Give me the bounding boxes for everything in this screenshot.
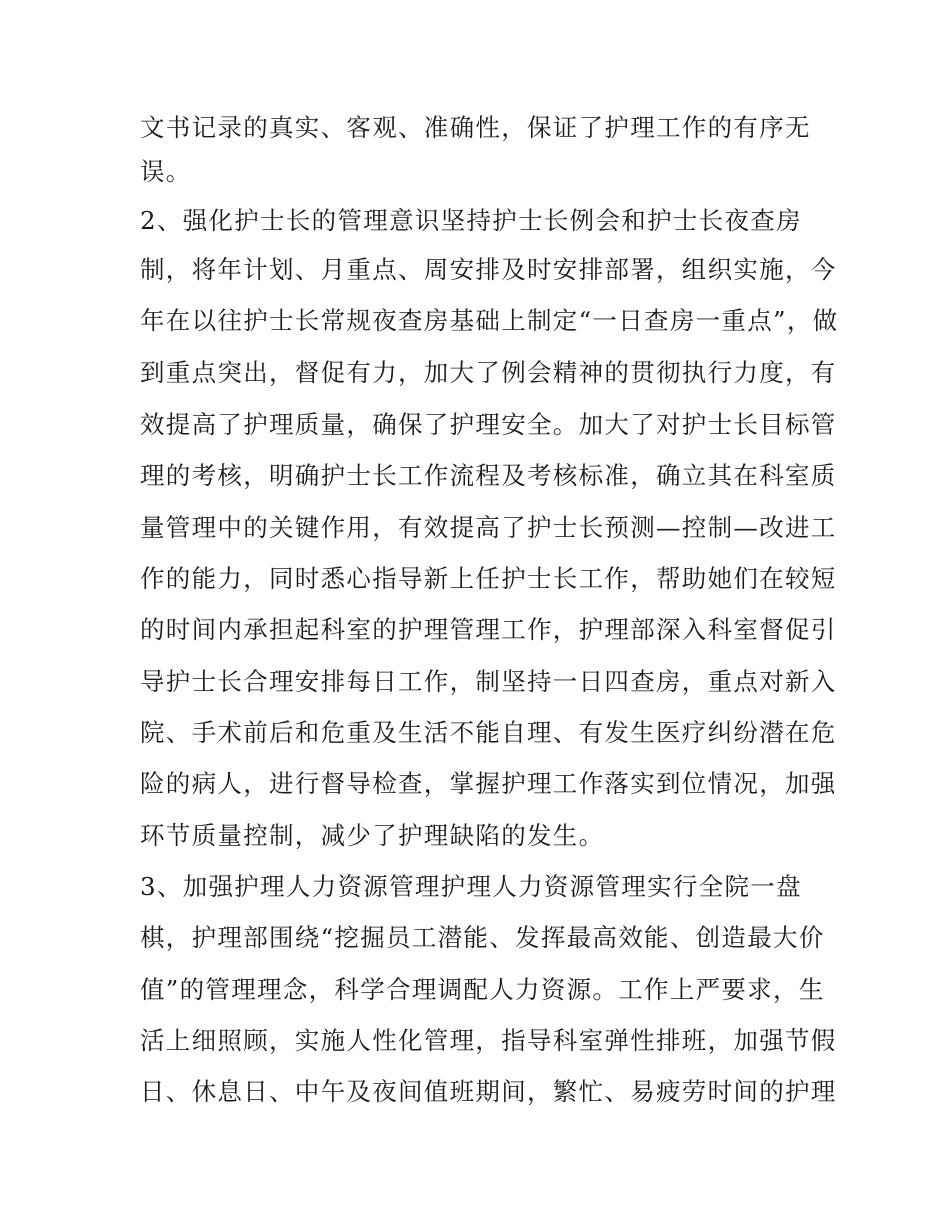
- text-line: 2、强化护士长的管理意识坚持护士长例会和护士长夜查房: [140, 206, 802, 235]
- text-line: 理的考核，明确护士长工作流程及考核标准，确立其在科室质: [140, 461, 837, 490]
- text-line: 作的能力，同时悉心指导新上任护士长工作，帮助她们在较短: [140, 564, 837, 593]
- text-line: 量管理中的关键作用，有效提高了护士长预测—控制—改进工: [140, 513, 837, 542]
- text-line: 院、手术前后和危重及生活不能自理、有发生医疗纠纷潜在危: [140, 718, 837, 747]
- text-line: 险的病人，进行督导检查，掌握护理工作落实到位情况，加强: [140, 769, 837, 798]
- text-line: 误。: [140, 157, 192, 186]
- text-line: 的时间内承担起科室的护理管理工作，护理部深入科室督促引: [140, 615, 837, 644]
- text-line: 日、休息日、中午及夜间值班期间，繁忙、易疲劳时间的护理: [140, 1077, 837, 1106]
- text-line: 导护士长合理安排每日工作，制坚持一日四查房，重点对新入: [140, 667, 837, 696]
- text-line: 到重点突出，督促有力，加大了例会精神的贯彻执行力度，有: [140, 358, 837, 387]
- text-line: 环节质量控制，减少了护理缺陷的发生。: [140, 821, 605, 850]
- text-line: 值”的管理理念，科学合理调配人力资源。工作上严要求，生: [140, 975, 825, 1004]
- text-line: 3、加强护理人力资源管理护理人力资源管理实行全院一盘: [140, 872, 802, 901]
- text-line: 年在以往护士长常规夜查房基础上制定“一日查房一重点”，做: [140, 306, 839, 335]
- text-line: 制，将年计划、月重点、周安排及时安排部署，组织实施，今: [140, 255, 837, 284]
- text-line: 效提高了护理质量，确保了护理安全。加大了对护士长目标管: [140, 410, 837, 439]
- text-line: 活上细照顾，实施人性化管理，指导科室弹性排班，加强节假: [140, 1026, 837, 1055]
- text-line: 文书记录的真实、客观、准确性，保证了护理工作的有序无: [140, 113, 811, 142]
- text-line: 棋，护理部围绕“挖掘员工潜能、发挥最高效能、创造最大价: [140, 923, 825, 952]
